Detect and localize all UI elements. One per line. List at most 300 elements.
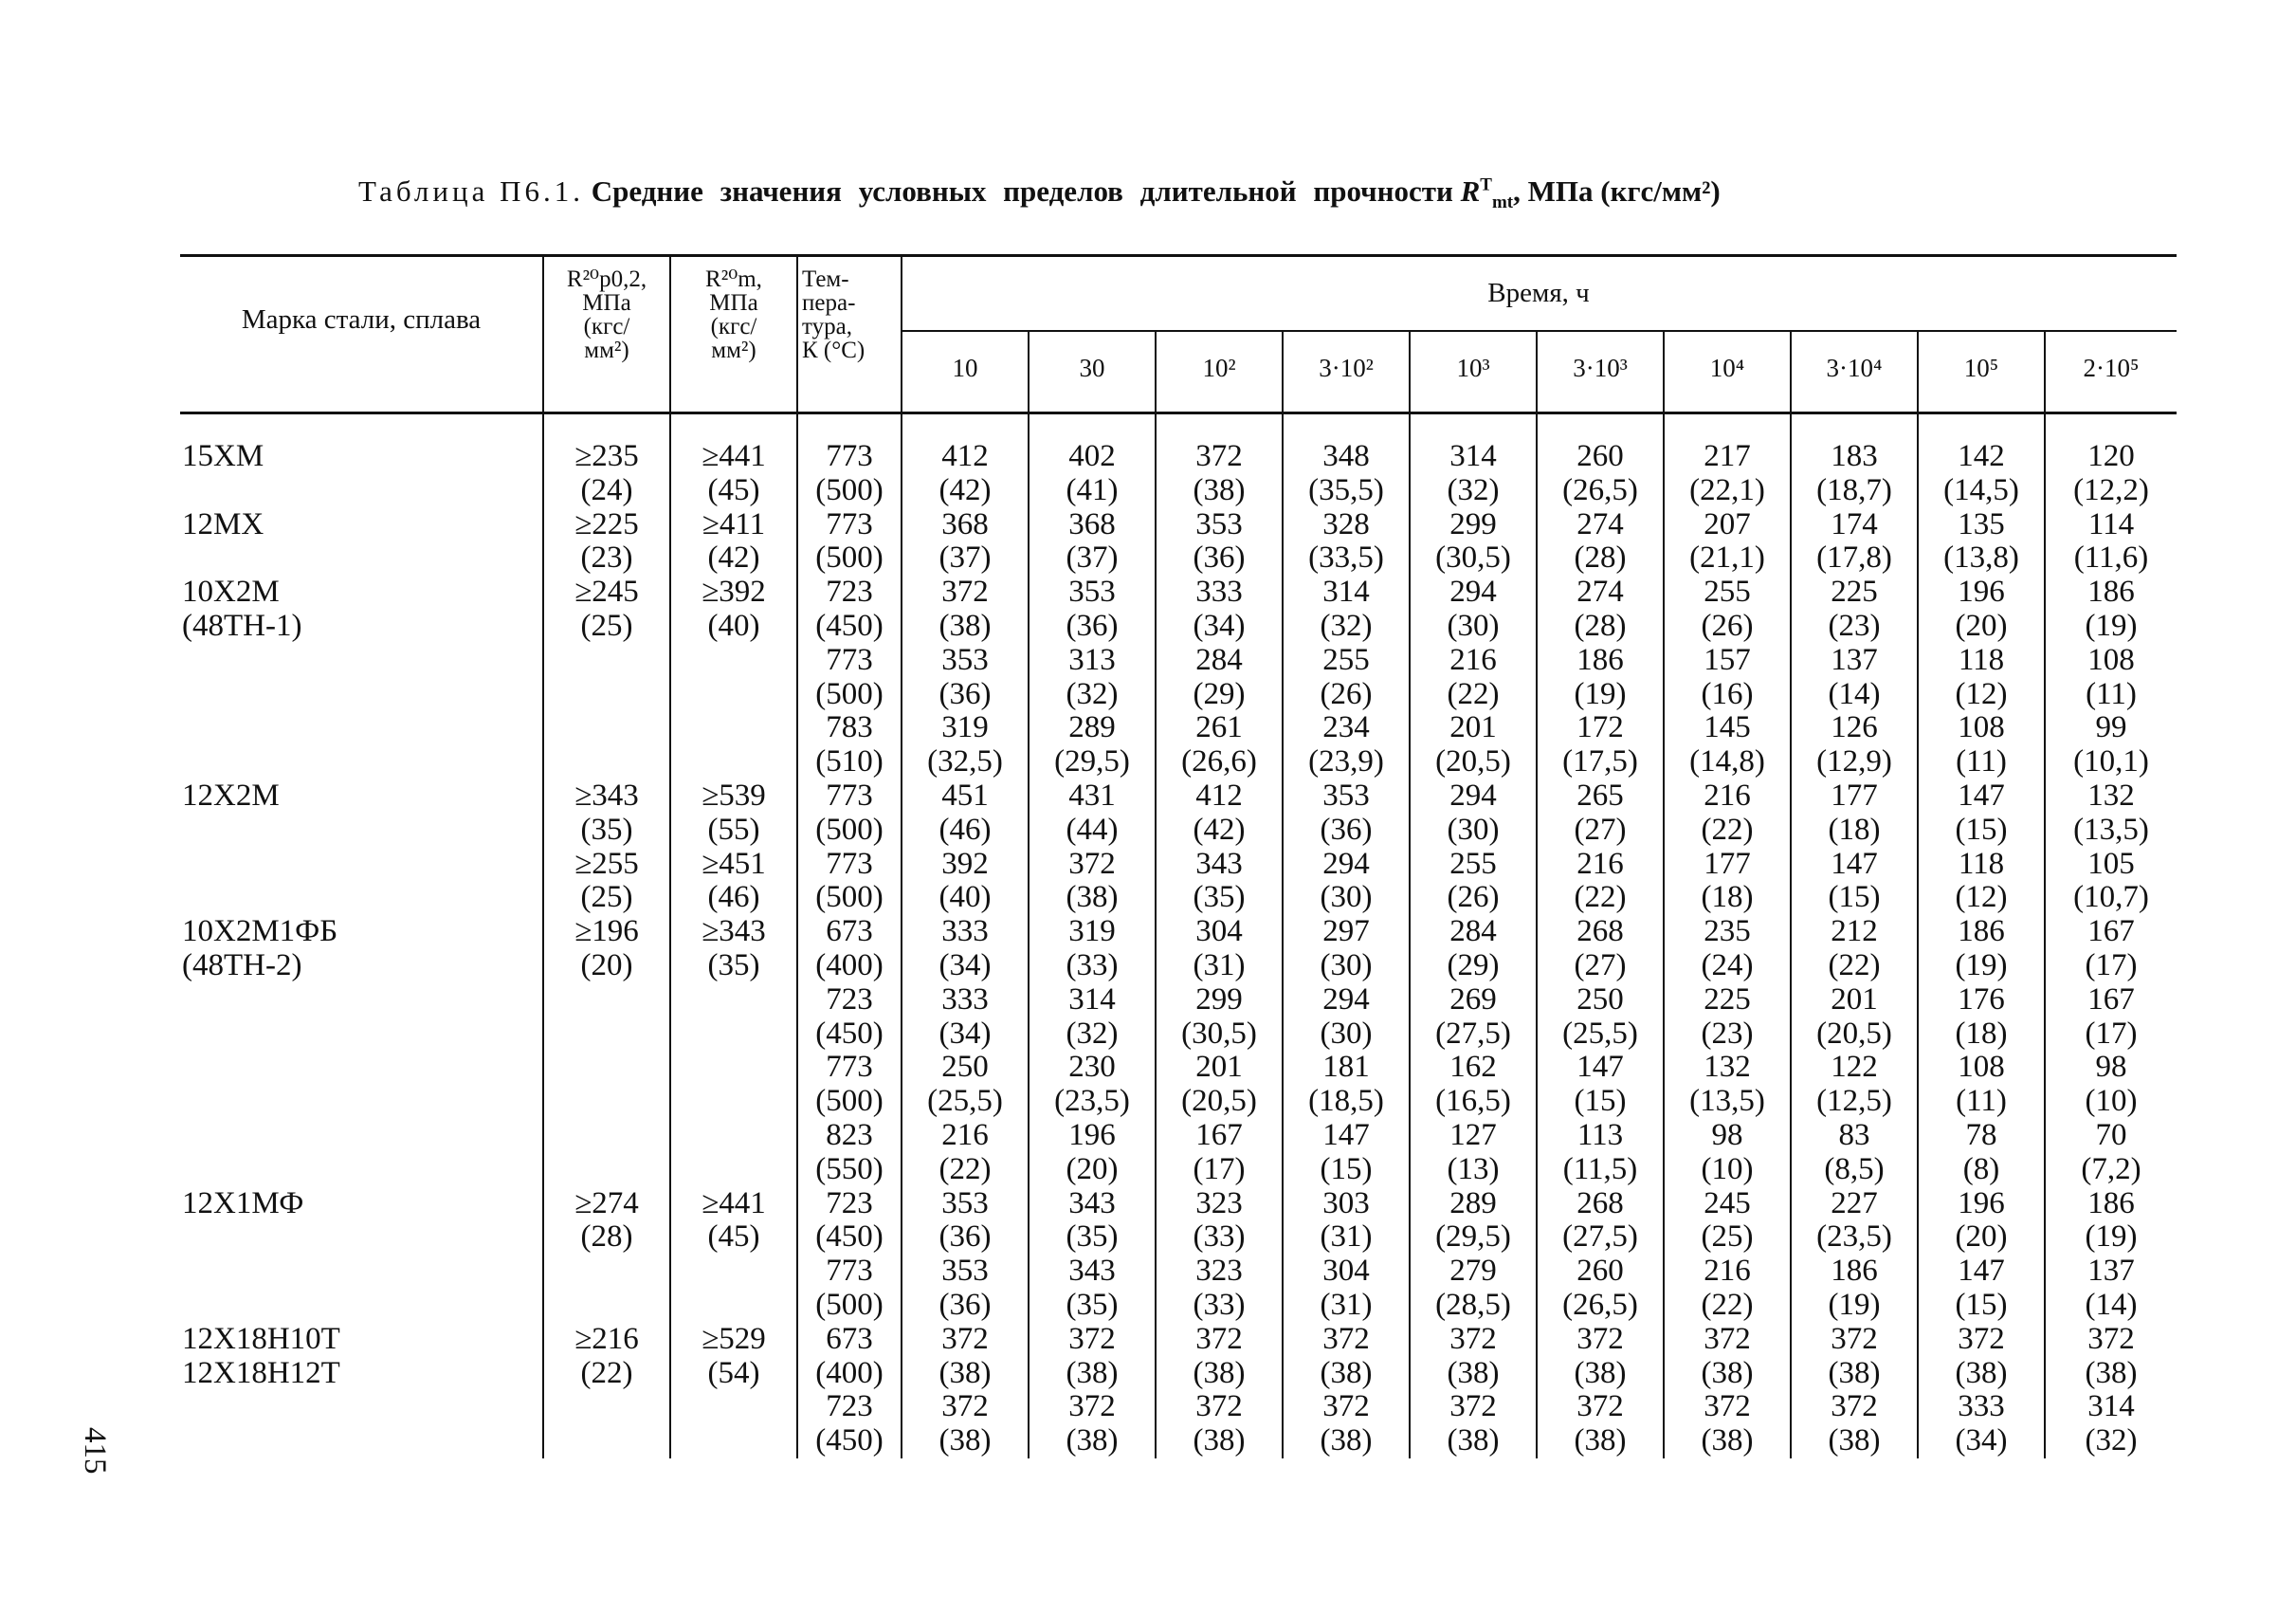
table-cell (671, 711, 796, 745)
table-cell: (19) (1828, 1287, 1881, 1322)
table-cell: (35) (580, 812, 633, 847)
table-cell: 723 (826, 981, 873, 1017)
table-cell (544, 1289, 669, 1323)
table-cell: (17) (2085, 1016, 2138, 1051)
table-cell (182, 881, 540, 915)
table-cell: 108 (1958, 1050, 2005, 1085)
header-temp-line: тура, (802, 314, 852, 339)
table-cell: (36) (1320, 812, 1373, 847)
table-cell: 372 (1068, 846, 1116, 881)
table-cell: (10,7) (2073, 880, 2149, 915)
table-cell: (41) (1066, 472, 1119, 507)
table-cell (182, 1153, 540, 1187)
table-cell: (26) (1320, 676, 1373, 711)
header-rp-line: мм²) (584, 338, 629, 363)
table-cell: (26) (1701, 608, 1754, 643)
table-cell: (20,5) (1435, 744, 1511, 779)
table-cell: (22) (1828, 947, 1881, 982)
table-cell: 183 (1831, 439, 1878, 473)
table-cell: 372 (1958, 1321, 2005, 1356)
time-col-header: 10 (952, 354, 978, 382)
table-cell: 147 (1958, 1254, 2005, 1289)
table-cell: (13) (1447, 1151, 1500, 1186)
column-time-10 (902, 440, 1028, 1458)
table-cell: (38) (1828, 1355, 1881, 1390)
table-cell: ≥441 (702, 1185, 766, 1220)
table-cell: (33) (1193, 1219, 1246, 1255)
table-cell (671, 1153, 796, 1187)
table-cell: (13,5) (1689, 1084, 1765, 1119)
table-cell: (25) (1701, 1219, 1754, 1255)
table-cell (182, 1119, 540, 1153)
table-cell: ≥392 (702, 575, 766, 610)
table-cell (671, 1255, 796, 1289)
table-cell: ≥441 (702, 439, 766, 473)
table-cell: (8) (1962, 1151, 2000, 1186)
table-cell: (26) (1447, 880, 1500, 915)
table-cell: 372 (1449, 1389, 1497, 1424)
table-cell: 12Х1МФ (182, 1185, 304, 1220)
table-cell: ≥274 (574, 1185, 639, 1220)
table-cell: 142 (1958, 439, 2005, 473)
table-cell: (26,6) (1181, 744, 1257, 779)
time-col-header: 3·10⁴ (1826, 354, 1883, 382)
table-cell: (15) (1320, 1151, 1373, 1186)
table-cell: 353 (941, 642, 989, 677)
table-cell: (38) (938, 1355, 992, 1390)
table-cell: 372 (941, 575, 989, 610)
table-cell (671, 1051, 796, 1085)
table-cell: (30) (1320, 880, 1373, 915)
table-cell: (44) (1066, 812, 1119, 847)
table-cell: (32) (1066, 676, 1119, 711)
table-cell: 673 (826, 914, 873, 949)
table-cell: 773 (826, 846, 873, 881)
table-cell: 216 (941, 1117, 989, 1152)
table-cell: 196 (1958, 1185, 2005, 1220)
header-temperature (802, 267, 901, 362)
table-cell: 372 (1322, 1321, 1370, 1356)
header-rm (673, 267, 794, 362)
table-cell: 274 (1576, 575, 1624, 610)
table-cell: 186 (1576, 642, 1624, 677)
table-cell: 372 (1831, 1321, 1878, 1356)
table-cell: 127 (1449, 1117, 1497, 1152)
table-cell (544, 1051, 669, 1085)
table-cell: ≥245 (574, 575, 639, 610)
table-cell: 348 (1322, 439, 1370, 473)
table-cell: 250 (941, 1050, 989, 1085)
table-cell: 773 (826, 506, 873, 541)
table-cell: 217 (1704, 439, 1751, 473)
table-cell: 314 (1449, 439, 1497, 473)
time-group-rule (901, 330, 2177, 332)
table-cell: (31) (1320, 1287, 1373, 1322)
table-cell: 207 (1704, 506, 1751, 541)
table-cell: (40) (938, 880, 992, 915)
symbol: R (1460, 174, 1481, 208)
table-cell: (37) (1066, 541, 1119, 576)
table-cell: 145 (1704, 710, 1751, 745)
table-cell: (500) (815, 880, 884, 915)
table-cell: (38) (938, 1423, 992, 1458)
table-cell: (14) (2085, 1287, 2138, 1322)
table-cell: 99 (2095, 710, 2127, 745)
table-cell: (11,5) (1562, 1151, 1638, 1186)
column-time-1e5 (1919, 440, 2044, 1458)
table-cell (182, 644, 540, 678)
table-cell: (19) (2085, 1219, 2138, 1255)
table-cell: 368 (941, 506, 989, 541)
table-cell: 230 (1068, 1050, 1116, 1085)
table-cell: (11) (1956, 1084, 2007, 1119)
table-cell: 299 (1195, 981, 1243, 1017)
table-cell: 186 (1958, 914, 2005, 949)
header-rp (546, 267, 667, 362)
table-cell: 333 (941, 914, 989, 949)
table-cell: (30) (1447, 812, 1500, 847)
table-cell: (40) (707, 608, 760, 643)
table-cell: (13,5) (2073, 812, 2149, 847)
table-cell: 78 (1965, 1117, 1997, 1152)
time-col-header: 3·10³ (1573, 354, 1628, 382)
table-cell: (35) (1066, 1219, 1119, 1255)
table-cell: 319 (1068, 914, 1116, 949)
table-cell: (28) (580, 1219, 633, 1255)
table-cell: (20) (580, 947, 633, 982)
table-cell: (35) (1066, 1287, 1119, 1322)
table-cell: (28,5) (1435, 1287, 1511, 1322)
table-cell: 372 (1068, 1389, 1116, 1424)
table-cell: (11) (2086, 676, 2137, 711)
table-cell (544, 1390, 669, 1424)
time-col-header: 2·10⁵ (2083, 354, 2140, 382)
table-cell (544, 1153, 669, 1187)
table-cell: (500) (815, 1084, 884, 1119)
table-cell: 10Х2М1ФБ (182, 914, 338, 949)
table-cell: ≥451 (702, 846, 766, 881)
table-cell: 279 (1449, 1254, 1497, 1289)
table-cell: 323 (1195, 1185, 1243, 1220)
table-cell: 255 (1322, 642, 1370, 677)
table-cell: 289 (1449, 1185, 1497, 1220)
table-cell: 333 (941, 981, 989, 1017)
table-cell: (17,8) (1816, 541, 1892, 576)
table-cell: (20) (1955, 1219, 2008, 1255)
table-cell: (37) (938, 541, 992, 576)
table-cell (182, 1289, 540, 1323)
time-col-header: 10⁴ (1709, 354, 1745, 382)
table-cell: (38) (2085, 1355, 2138, 1390)
table-cell: (12,9) (1816, 744, 1892, 779)
table-cell: 823 (826, 1117, 873, 1152)
table-cell: 372 (1322, 1389, 1370, 1424)
column-time-1e4 (1665, 440, 1790, 1458)
table-cell: (35) (1193, 880, 1246, 915)
table-cell: 372 (941, 1389, 989, 1424)
table-cell (544, 1119, 669, 1153)
header-temp-line: Тем- (802, 266, 849, 292)
table-cell: 186 (1831, 1254, 1878, 1289)
table-cell: ≥225 (574, 506, 639, 541)
table-cell: 372 (1704, 1321, 1751, 1356)
table-cell: (33) (1066, 947, 1119, 982)
table-cell: (36) (1193, 541, 1246, 576)
table-cell: (24) (580, 472, 633, 507)
table-cell: (48ТН-2) (182, 947, 302, 982)
table-cell: (15) (1828, 880, 1881, 915)
table-cell: (500) (815, 472, 884, 507)
table-cell (544, 1424, 669, 1458)
table-cell: (28) (1574, 608, 1627, 643)
table-cell (671, 1289, 796, 1323)
table-cell: 314 (1068, 981, 1116, 1017)
table-cell (544, 983, 669, 1017)
table-cell: 319 (941, 710, 989, 745)
table-cell: 353 (1068, 575, 1116, 610)
table-cell: 783 (826, 710, 873, 745)
table-cell (182, 814, 540, 848)
table-cell: 186 (2087, 575, 2135, 610)
table-cell: (48ТН-1) (182, 608, 302, 643)
table-cell: (10,1) (2073, 744, 2149, 779)
table-cell: (27,5) (1435, 1016, 1511, 1051)
table-cell: (11) (1956, 744, 2007, 779)
table-cell: 12Х18Н12Т (182, 1355, 340, 1390)
table-cell: (38) (1320, 1423, 1373, 1458)
table-cell: (34) (938, 947, 992, 982)
table-cell (182, 983, 540, 1017)
table-cell: 723 (826, 1185, 873, 1220)
table-cell: 177 (1831, 778, 1878, 813)
table-cell: 402 (1068, 439, 1116, 473)
table-cell (544, 1085, 669, 1119)
table-cell: 372 (1195, 1389, 1243, 1424)
header-time-group: Время, ч (1487, 278, 1590, 308)
header-temp-line: К (°С) (802, 338, 866, 363)
table-cell (671, 644, 796, 678)
table-cell: 723 (826, 1389, 873, 1424)
table-cell: 98 (2095, 1050, 2127, 1085)
table-cell: 118 (1958, 846, 2005, 881)
table-cell: 268 (1576, 1185, 1624, 1220)
table-cell: 12Х18Н10Т (182, 1321, 340, 1356)
table-cell: 372 (1449, 1321, 1497, 1356)
table-cell: 137 (2087, 1254, 2135, 1289)
table-cell: 15ХМ (182, 439, 264, 473)
table-cell: 773 (826, 439, 873, 473)
table-cell: 157 (1704, 642, 1751, 677)
table-cell: 392 (941, 846, 989, 881)
table-cell: (38) (1828, 1423, 1881, 1458)
table-cell: (23) (1701, 1016, 1754, 1051)
header-rm-line: МПа (709, 290, 758, 316)
table-cell: 147 (1831, 846, 1878, 881)
table-cell: (25) (580, 608, 633, 643)
table-cell (182, 1220, 540, 1255)
table-top-rule (180, 254, 2177, 257)
table-cell: 297 (1322, 914, 1370, 949)
table-cell: 333 (1195, 575, 1243, 610)
table-cell: 304 (1195, 914, 1243, 949)
column-grade (182, 440, 540, 1458)
table-cell: (38) (1193, 472, 1246, 507)
table-cell: 343 (1195, 846, 1243, 881)
table-cell: (22) (1574, 880, 1627, 915)
table-cell: (30) (1320, 947, 1373, 982)
table-cell: (54) (707, 1355, 760, 1390)
table-cell: (550) (815, 1151, 884, 1186)
header-rm-line: R²⁰m, (705, 266, 762, 292)
table-cell: (38) (1701, 1355, 1754, 1390)
column-temperature (798, 440, 901, 1458)
table-cell: (17) (1193, 1151, 1246, 1186)
table-cell: 177 (1704, 846, 1751, 881)
table-cell: (29,5) (1435, 1219, 1511, 1255)
table-cell: 314 (1322, 575, 1370, 610)
table-cell: (26,5) (1562, 472, 1638, 507)
table-cell: 372 (941, 1321, 989, 1356)
table-cell (544, 678, 669, 712)
table-cell: (21,1) (1689, 541, 1765, 576)
table-cell: 265 (1576, 778, 1624, 813)
column-time-3e3 (1538, 440, 1663, 1458)
table-cell: (36) (938, 1219, 992, 1255)
table-cell: 196 (1958, 575, 2005, 610)
table-cell: 773 (826, 642, 873, 677)
table-cell: (17) (2085, 947, 2138, 982)
table-cell (182, 1390, 540, 1424)
table-cell: (19) (2085, 608, 2138, 643)
table-cell: 147 (1958, 778, 2005, 813)
table-cell: 12Х2М (182, 778, 280, 813)
table-cell: (25,5) (927, 1084, 1003, 1119)
header-bottom-rule (180, 412, 2177, 414)
table-cell: 245 (1704, 1185, 1751, 1220)
header-grade: Марка стали, сплава (241, 304, 482, 335)
table-cell: (38) (938, 608, 992, 643)
time-col-header: 10⁵ (1963, 354, 1999, 382)
table-cell: ≥411 (702, 506, 766, 541)
table-cell: (29,5) (1054, 744, 1130, 779)
table-cell: (32) (1320, 608, 1373, 643)
table-cell: (18,7) (1816, 472, 1892, 507)
table-cell: 274 (1576, 506, 1624, 541)
table-cell: (30,5) (1181, 1016, 1257, 1051)
table-cell: 83 (1838, 1117, 1870, 1152)
table-cell: 261 (1195, 710, 1243, 745)
table-cell: 162 (1449, 1050, 1497, 1085)
table-cell: 10Х2М (182, 575, 280, 610)
table-cell (182, 1424, 540, 1458)
table-cell (182, 474, 540, 508)
table-cell (671, 745, 796, 779)
table-cell: (32) (1066, 1016, 1119, 1051)
table-cell: 353 (1322, 778, 1370, 813)
table-cell: 372 (1831, 1389, 1878, 1424)
table-cell: 176 (1958, 981, 2005, 1017)
header-rp-line: R²⁰p0,2, (566, 266, 647, 292)
table-cell: (12) (1955, 880, 2008, 915)
table-cell: (8,5) (1824, 1151, 1885, 1186)
time-col-header: 30 (1079, 354, 1105, 382)
table-cell: 172 (1576, 710, 1624, 745)
table-cell (182, 1085, 540, 1119)
table-cell: 108 (1958, 710, 2005, 745)
table-cell: (36) (938, 1287, 992, 1322)
table-cell: 137 (1831, 642, 1878, 677)
table-cell: (32) (1447, 472, 1500, 507)
table-cell: (33,5) (1308, 541, 1384, 576)
table-cell: (32) (2085, 1423, 2138, 1458)
table-cell: (15) (1574, 1084, 1627, 1119)
time-col-header: 3·10² (1319, 354, 1374, 382)
table-cell: (36) (1066, 608, 1119, 643)
table-cell: 304 (1322, 1254, 1370, 1289)
table-cell: 353 (941, 1254, 989, 1289)
table-cell: 451 (941, 778, 989, 813)
header-rm-line: мм²) (711, 338, 756, 363)
table-cell: ≥196 (574, 914, 639, 949)
table-cell: (45) (707, 1219, 760, 1255)
table-cell: 201 (1449, 710, 1497, 745)
table-cell: 372 (1576, 1321, 1624, 1356)
table-cell: (450) (815, 1219, 884, 1255)
table-cell: (20,5) (1816, 1016, 1892, 1051)
time-col-header: 10² (1202, 354, 1236, 382)
table-cell: 113 (1576, 1117, 1624, 1152)
table-caption: Средние значения условных пределов длительной прочности (591, 174, 1453, 208)
table-cell: 235 (1704, 914, 1751, 949)
table-cell: 132 (1704, 1050, 1751, 1085)
table-cell: ≥216 (574, 1321, 639, 1356)
table-cell (544, 1017, 669, 1052)
table-cell: 284 (1449, 914, 1497, 949)
table-cell: (18,5) (1308, 1084, 1384, 1119)
table-cell: (400) (815, 947, 884, 982)
table-cell (182, 745, 540, 779)
column-time-1e2 (1157, 440, 1282, 1458)
table-cell: (46) (938, 812, 992, 847)
table-cell: ≥235 (574, 439, 639, 473)
table-cell: 108 (2087, 642, 2135, 677)
column-time-1e3 (1411, 440, 1536, 1458)
table-cell: (22) (1701, 1287, 1754, 1322)
table-cell: (38) (1574, 1423, 1627, 1458)
table-cell: ≥255 (574, 846, 639, 881)
table-cell: 313 (1068, 642, 1116, 677)
table-cell: (12) (1955, 676, 2008, 711)
table-cell: (500) (815, 676, 884, 711)
table-cell: 255 (1449, 846, 1497, 881)
table-cell: 343 (1068, 1254, 1116, 1289)
table-cell: 412 (1195, 778, 1243, 813)
table-cell: ≥529 (702, 1321, 766, 1356)
table-cell: 773 (826, 1254, 873, 1289)
table-cell: (15) (1955, 1287, 2008, 1322)
table-cell: 299 (1449, 506, 1497, 541)
table-cell: (19) (1574, 676, 1627, 711)
table-cell: (34) (1193, 608, 1246, 643)
table-cell: (12,2) (2073, 472, 2149, 507)
column-rp (544, 440, 669, 1458)
table-cell: 328 (1322, 506, 1370, 541)
table-cell: 12МХ (182, 506, 264, 541)
table-cell: (27) (1574, 812, 1627, 847)
table-cell: (22) (938, 1151, 992, 1186)
table-cell: 260 (1576, 1254, 1624, 1289)
table-cell: (34) (1955, 1423, 2008, 1458)
